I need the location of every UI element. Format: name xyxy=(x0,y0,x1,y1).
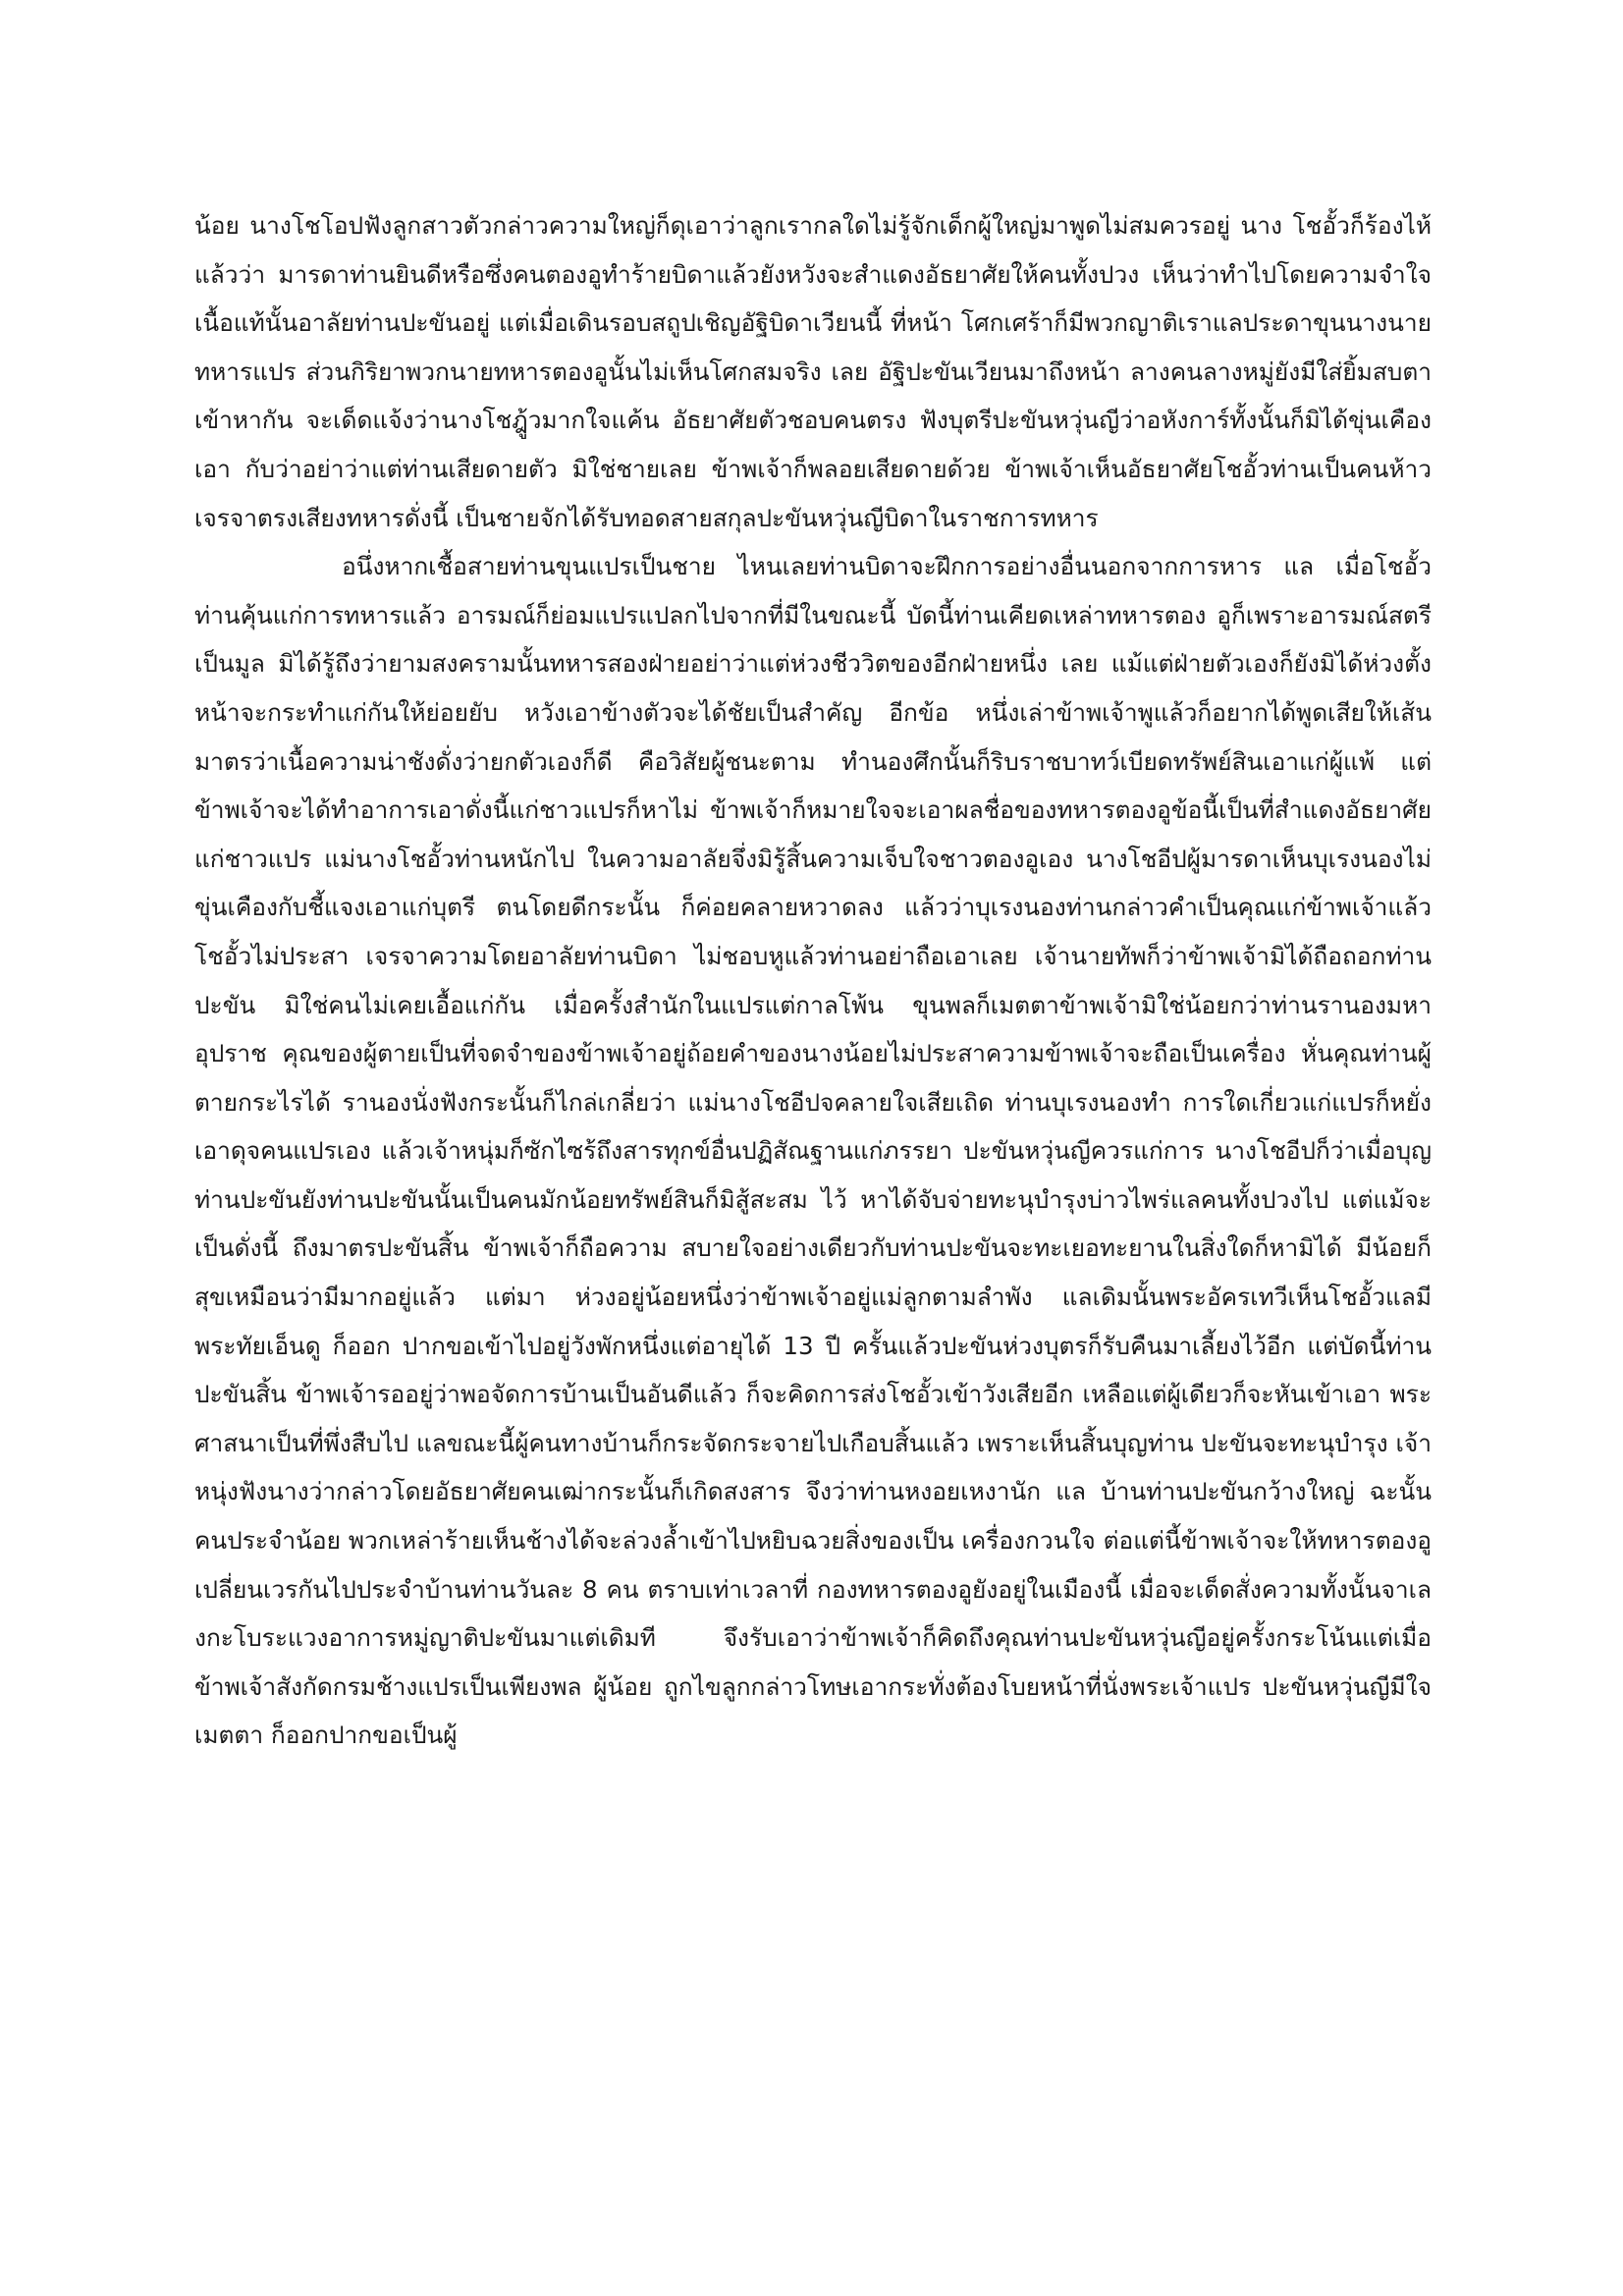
document-page xyxy=(194,201,1432,1760)
paragraph-2: อนึ่งหากเชื้อสายท่านขุนแปรเป็นชาย ไหนเลยท่านบิดาจะฝึกการอย่างอื่นนอกจากการหาร แล เมื่อโชอั้วท่านคุ้นแก่การทหารแล้ว อารมณ์ก็ย่อมแปรแปลกไปจากที่มีในขณะนี้ บัดนี้ท่านเคียดเหล่าทหารตอง อูก็เพราะอารมณ์สตรีเป็นมูล มิได้รู้ถึงว่ายามสงครามนั้นทหารสองฝ่ายอย่าว่าแต่ห่วงชีววิตของอีกฝ่ายหนึ่ง เลย แม้แต่ฝ่ายตัวเองก็ยังมิได้ห่วงตั้งหน้าจะกระทำแก่กันให้ย่อยยับ หวังเอาข้างตัวจะได้ชัยเป็นสำคัญ อีกข้อ หนึ่งเล่าข้าพเจ้าพูแล้วก็อยากได้พูดเสียให้เส้นมาตรว่าเนื้อความน่าชังดั่งว่ายกตัวเองก็ดี คือวิสัยผู้ชนะตาม ทำนองศึกนั้นก็ริบราชบาทว์เบียดทรัพย์สินเอาแก่ผู้แพ้ แต่ข้าพเจ้าจะได้ทำอาการเอาดั่งนี้แก่ชาวแปรก็หาไม่ ข้าพเจ้าก็หมายใจจะเอาผลชื่อของทหารตองอูข้อนี้เป็นที่สำแดงอัธยาศัยแก่ชาวแปร แม่นางโชอั้วท่านหนักไป ในความอาลัยจึ่งมิรู้สิ้นความเจ็บใจชาวตองอูเอง นางโชอีปผู้มารดาเห็นบุเรงนองไม่ขุ่นเคืองกับชี้แจงเอาแก่บุตรี ตนโดยดีกระนั้น ก็ค่อยคลายหวาดลง แล้วว่าบุเรงนองท่านกล่าวคำเป็นคุณแก่ข้าพเจ้าแล้ว โชอั้วไม่ประสา เจรจาความโดยอาลัยท่านบิดา ไม่ชอบหูแล้วท่านอย่าถือเอาเลย เจ้านายทัพก็ว่าข้าพเจ้ามิได้ถือถอกท่านปะขัน มิใช่คนไม่เคยเอื้อแก่กัน เมื่อครั้งสำนักในแปรแต่กาลโพ้น ขุนพลก็เมตตาข้าพเจ้ามิใช่น้อยกว่าท่านรานองมหา อุปราช คุณของผู้ตายเป็นที่จดจำของข้าพเจ้าอยู่ถ้อยคำของนางน้อยไม่ประสาความข้าพเจ้าจะถือเป็นเครื่อง หั่นคุณท่านผู้ตายกระไรได้ รานองนั่งฟังกระนั้นก็ไกล่เกลี่ยว่า แม่นางโชอีปจคลายใจเสียเถิด ท่านบุเรงนองทำ การใดเกี่ยวแก่แปรก็หยั่งเอาดุจคนแปรเอง แล้วเจ้าหนุ่มก็ซักไซร้ถึงสารทุกข์อื่นปฏิสัณฐานแก่ภรรยา ปะขันหวุ่นญีควรแก่การ นางโชอีปก็ว่าเมื่อบุญท่านปะขันยังท่านปะขันนั้นเป็นคนมักน้อยทรัพย์สินก็มิสู้สะสม ไว้ หาได้จับจ่ายทะนุบำรุงบ่าวไพร่แลคนทั้งปวงไป แต่แม้จะเป็นดั่งนี้ ถึงมาตรปะขันสิ้น ข้าพเจ้าก็ถือความ สบายใจอย่างเดียวกับท่านปะขันจะทะเยอทะยานในสิ่งใดก็หามิได้ มีน้อยก็สุขเหมือนว่ามีมากอยู่แล้ว แต่มา ห่วงอยู่น้อยหนึ่งว่าข้าพเจ้าอยู่แม่ลูกตามลำพัง แลเดิมนั้นพระอัครเทวีเห็นโชอั้วแลมีพระทัยเอ็นดู ก็ออก ปากขอเข้าไปอยู่วังพักหนึ่งแต่อายุได้ 13 ปี ครั้นแล้วปะขันห่วงบุตรก็รับคืนมาเลี้ยงไว้อีก แต่บัดนี้ท่านปะขันสิ้น ข้าพเจ้ารออยู่ว่าพอจัดการบ้านเป็นอันดีแล้ว ก็จะคิดการส่งโชอั้วเข้าวังเสียอีก เหลือแต่ผู้เดียวก็จะหันเข้าเอา พระศาสนาเป็นที่พึ่งสืบไป แลขณะนี้ผู้คนทางบ้านก็กระจัดกระจายไปเกือบสิ้นแล้ว เพราะเห็นสิ้นบุญท่าน ปะขันจะทะนุบำรุง เจ้าหนุ่งฟังนางว่ากล่าวโดยอัธยาศัยคนเฒ่ากระนั้นก็เกิดสงสาร จึงว่าท่านหงอยเหงานัก แล บ้านท่านปะขันกว้างใหญ่ ฉะนั้นคนประจำน้อย พวกเหล่าร้ายเห็นช้างได้จะล่วงล้ำเข้าไปหยิบฉวยสิ่งของเป็น เครื่องกวนใจ ต่อแต่นี้ข้าพเจ้าจะให้ทหารตองอูเปลี่ยนเวรกันไปประจำบ้านท่านวันละ 8 คน ตราบเท่าเวลาที่ กองทหารตองอูยังอยู่ในเมืองนี้ เมื่อจะเด็ดสั่งความทั้งนั้นจาเลงกะโบระแวงอาการหมู่ญาติปะขันมาแต่เดิมที จึงรับเอาว่าข้าพเจ้าก็คิดถึงคุณท่านปะขันหวุ่นญีอยู่ครั้งกระโน้นแต่เมื่อข้าพเจ้าสังกัดกรมช้างแปรเป็นเพียงพล ผู้น้อย ถูกไขลูกกล่าวโทษเอากระทั่งต้องโบยหน้าที่นั่งพระเจ้าแปร ปะขันหวุ่นญีมีใจเมตตา ก็ออกปากขอเป็นผู้ xyxy=(194,552,1432,1750)
paragraph-1: น้อย นางโชโอปฟังลูกสาวตัวกล่าวความใหญ่ก็ดุเอาว่าลูกเรากลใดไม่รู้จักเด็กผู้ใหญ่มาพูดไม่สมควรอยู่ นาง โชอั้วก็ร้องไห้แล้วว่า มารดาท่านยินดีหรือซึ่งคนตองอูทำร้ายบิดาแล้วยังหวังจะสำแดงอัธยาศัยให้คนทั้งปวง เห็นว่าทำไปโดยความจำใจเนื้อแท้นั้นอาลัยท่านปะขันอยู่ แต่เมื่อเดินรอบสถูปเชิญอัฐิบิดาเวียนนี้ ที่หน้า โศกเศร้าก็มีพวกญาติเราแลประดาขุนนางนายทหารแปร ส่วนกิริยาพวกนายทหารตองอูนั้นไม่เห็นโศกสมจริง เลย อัฐิปะขันเวียนมาถึงหน้า ลางคนลางหมู่ยังมีใส่ยิ้มสบตาเข้าหากัน จะเด็ดแจ้งว่านางโชฎู้วมากใจแค้น อัธยาศัยตัวชอบคนตรง ฟังบุตรีปะขันหวุ่นญีว่าอหังการ์ทั้งนั้นก็มิได้ขุ่นเคืองเอา กับว่าอย่าว่าแต่ท่านเสียดายตัว มิใช่ชายเลย ข้าพเจ้าก็พลอยเสียดายด้วย ข้าพเจ้าเห็นอัธยาศัยโชอั้วท่านเป็นคนห้าวเจรจาตรงเสียงทหารดั่งนี้ เป็นชายจักได้รับทอดสายสกุลปะขันหวุ่นญีบิดาในราชการทหาร xyxy=(194,211,1432,532)
